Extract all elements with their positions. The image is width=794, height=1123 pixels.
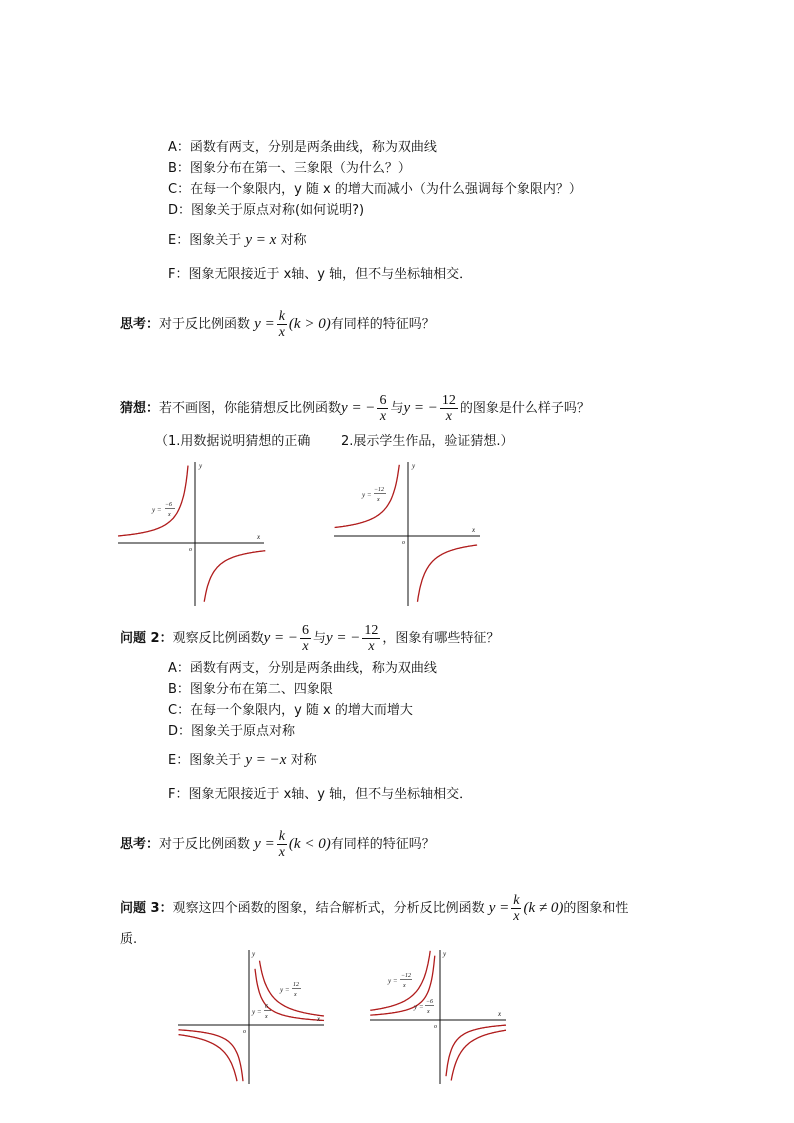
think-1-denominator: x [278,325,285,340]
graph-pos-label-a-num: 12 [293,982,299,988]
think-2-numerator: k [278,829,285,844]
problem-2-a: A：函数有两支，分别是两条曲线，称为双曲线 [168,661,437,676]
graph-pos-label-a-lhs: y = [280,986,290,994]
graph-neg6-y-label: y [199,462,203,470]
graph-neg-label-a-den: x [403,983,406,989]
graph-pos-y-label: y [252,950,256,958]
graph-neg-x-label: x [498,1010,502,1018]
think-1 [120,306,435,343]
guess-fraction-1 [377,393,388,424]
graph-neg12-y-label: y [412,462,416,470]
graph-pos-label-a-den: x [294,992,297,998]
graph-neg6-x-label: x [257,533,261,541]
graph-neg12 [334,460,484,610]
problem-2-fraction-2 [362,623,380,654]
graph-pos-k6-branch-q3 [179,1030,244,1081]
problem-2-post: ，图象有哪些特征？ [382,631,500,646]
problem-2-mid: 与 [313,631,327,646]
graph-neg-y-label: y [443,950,447,958]
think-2-label: 思考： [120,837,160,852]
problem-2-d: D：图象关于原点对称 [168,724,296,739]
think-1-post: 有同样的特征吗？ [330,317,435,332]
graph-neg12-origin: o [402,540,405,546]
guess-num-2: 12 [441,393,456,408]
problem-2-b: B：图象分布在第二、四象限 [168,682,333,697]
graph-neg-label-a-lhs: y = [388,977,398,985]
graph-pos [178,948,328,1088]
graph-neg6 [118,460,268,610]
graph-neg12-x-label: x [472,526,476,534]
graph-neg6-label-num: −6 [165,502,173,508]
problem-2-den-1: x [302,639,309,654]
think-2-pre: 对于反比例函数 [159,837,251,852]
guess-pre: 若不画图，你能猜想反比例函数 [159,401,342,416]
think-2-fraction [277,829,287,860]
graph-neg6-branch-q4 [204,551,265,602]
guess-note-1: （1.用数据说明猜想的正确 [155,434,311,449]
think-1-numerator: k [278,309,285,324]
guess-den-2: x [445,409,452,424]
guess-label: 猜想： [120,401,160,416]
graph-neg [370,948,520,1088]
problem-2-c: C：在每一个象限内，y 随 x 的增大而增大 [168,703,413,718]
problem-2-f: F：图象无限接近于 x轴、y 轴，但不与坐标轴相交． [168,787,473,802]
problem-2-pre: 观察反比例函数 [172,631,264,646]
think-2-denominator: x [278,845,285,860]
guess-post: 的图象是什么样子吗？ [459,401,590,416]
graph-neg-label-b-lhs: y = [414,1003,424,1011]
graph-pos-x-label: x [317,1015,321,1023]
think-1-lhs: y = [254,316,275,332]
graph-neg-label-a-num: −12 [401,973,412,979]
think-1-pre: 对于反比例函数 [159,317,251,332]
graph-neg-label-b-den: x [427,1009,430,1015]
think-2-lhs: y = [254,836,275,852]
property-c: C：在每一个象限内，y 随 x 的增大而减小（为什么强调每个象限内？） [168,182,582,197]
problem-2-y2: y = − [326,630,361,646]
problem-2-fraction-1 [300,623,311,654]
think-1-label: 思考： [120,317,160,332]
problem-3-heading [120,890,628,927]
guess-y1: y = − [341,400,376,416]
problem-3-post: 的图象和性 [563,901,629,916]
problem-2-e-math: y = −x [245,752,287,768]
think-2-post: 有同样的特征吗？ [330,837,435,852]
problem-2-e-prefix: E：图象关于 [168,753,242,768]
property-e-suffix: 对称 [280,233,307,248]
problem-3-condition: (k ≠ 0) [523,900,564,916]
guess-note-2: 2.展示学生作品，验证猜想.） [341,434,514,449]
problem-2-e-suffix: 对称 [290,753,317,768]
graph-neg-k6-branch-q4 [446,1025,506,1076]
graph-pos-label-b-num: 6 [265,1004,268,1010]
think-1-condition: (k > 0) [288,316,331,332]
problem-3-fraction [511,893,521,924]
graph-pos-origin: o [243,1029,246,1035]
problem-2-label: 问题 2： [120,631,173,646]
graph-neg-label-b-num: −6 [426,999,434,1005]
guess-den-1: x [379,409,387,424]
property-f: F：图象无限接近于 x轴、y 轴，但不与坐标轴相交． [168,267,473,282]
problem-2-num-2: 12 [364,623,379,638]
think-1-fraction [277,309,287,340]
property-e [168,230,306,251]
problem-3-numerator: k [513,893,520,908]
problem-2-y1: y = − [263,630,298,646]
problem-2-num-1: 6 [302,623,309,638]
think-2 [120,826,435,863]
graph-neg6-label-den: x [168,512,171,518]
property-e-prefix: E：图象关于 [168,233,242,248]
graph-pos-label-b-den: x [265,1014,268,1020]
problem-3-denominator: x [513,909,520,924]
guess-y2: y = − [403,400,438,416]
think-2-condition: (k < 0) [288,836,331,852]
property-e-math: y = x [245,232,277,248]
graph-neg12-label-lhs: y = [362,491,372,499]
guess-line [120,390,590,427]
graph-pos-label-b-lhs: y = [252,1008,262,1016]
property-b: B：图象分布在第一、三象限（为什么？） [168,161,411,176]
graph-neg12-label-num: −12 [374,487,385,493]
problem-3-line-2: 质. [120,932,138,947]
graph-neg6-label-lhs: y = [152,506,162,514]
guess-num-1: 6 [379,393,387,408]
guess-fraction-2 [440,393,458,424]
problem-2-heading [120,620,499,657]
graph-neg12-branch-q4 [418,545,478,602]
graph-neg6-origin: o [189,547,192,553]
graph-neg12-label-den: x [377,497,380,503]
property-d: D：图象关于原点对称(如何说明?) [168,203,365,218]
graph-pos-k6-branch-q1 [255,969,324,1021]
problem-3-pre: 观察这四个函数的图象，结合解析式，分析反比例函数 [172,901,485,916]
property-a: A：函数有两支，分别是两条曲线，称为双曲线 [168,140,437,155]
guess-mid: 与 [390,401,404,416]
graph-neg-origin: o [434,1024,437,1030]
problem-3-lhs: y = [488,900,510,916]
problem-2-e [168,750,317,771]
problem-3-label: 问题 3： [120,901,173,916]
graph-neg6-branch-q2 [118,466,188,536]
problem-2-den-2: x [368,639,375,654]
